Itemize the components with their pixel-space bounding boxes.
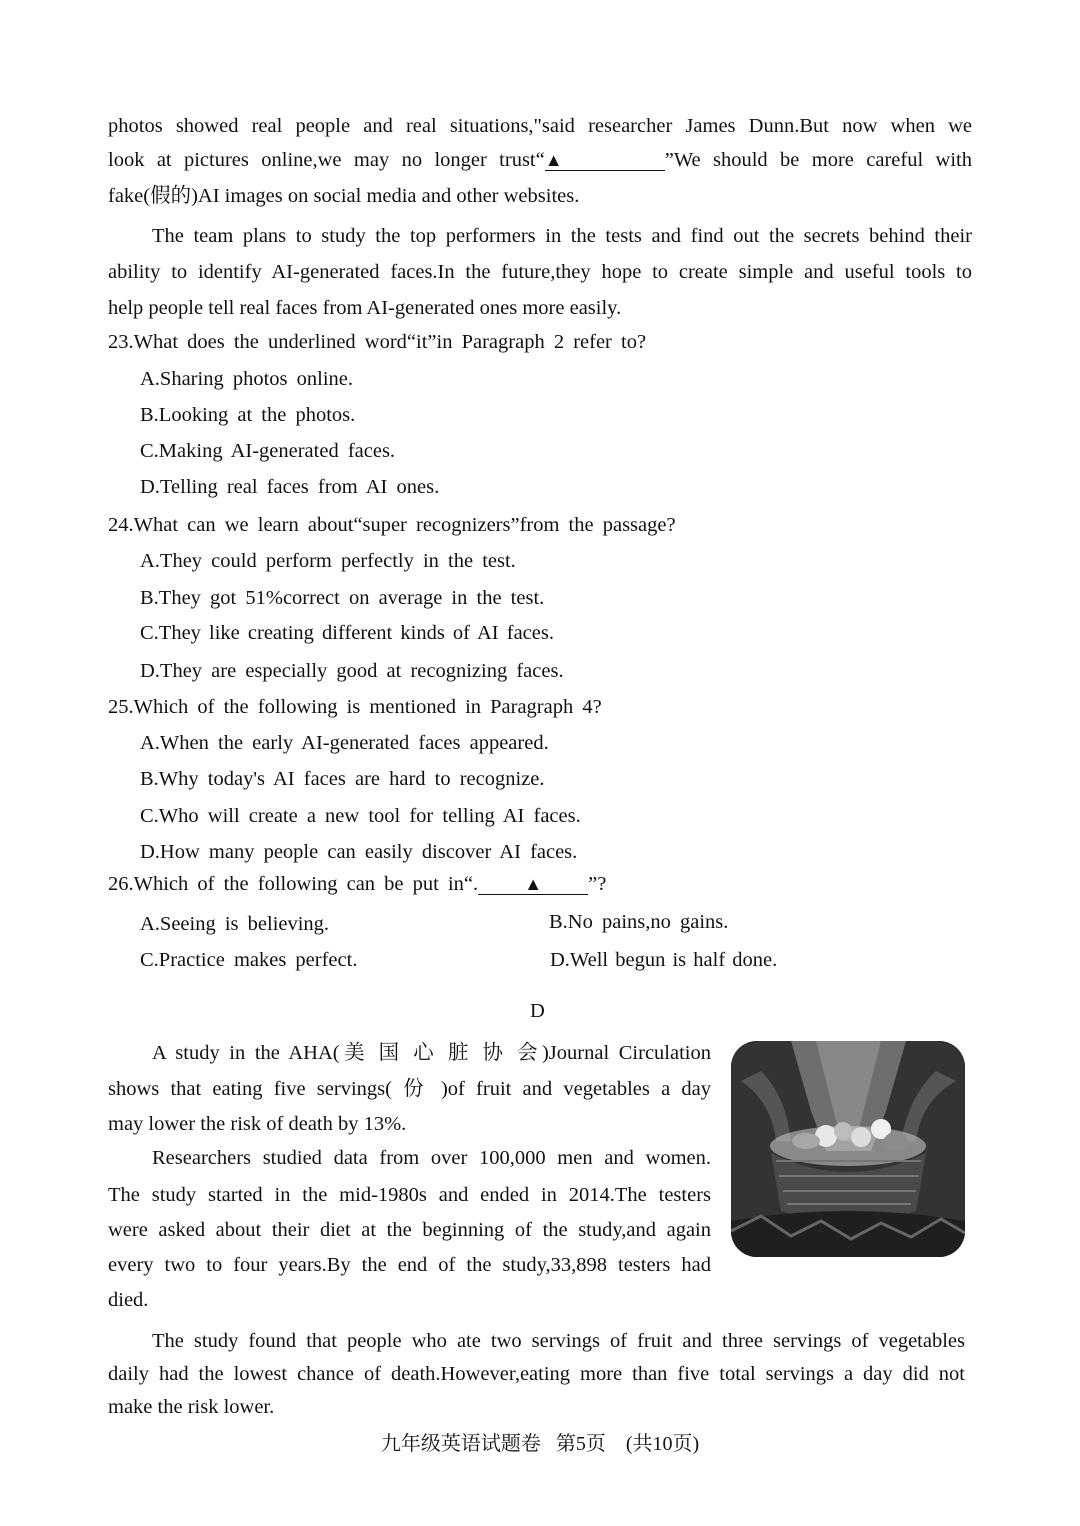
passage-line: help people tell real faces from AI-generated ones more easily. <box>108 297 622 319</box>
answer-option: D.How many people can easily discover AI faces. <box>140 841 578 863</box>
question-stem <box>108 872 606 896</box>
passage-line: make the risk lower. <box>108 1396 275 1418</box>
answer-blank <box>478 874 588 895</box>
passage-line: died. <box>108 1289 149 1311</box>
passage-line: Researchers studied data from over 100,000 men and women. <box>152 1147 711 1169</box>
answer-option: C.Who will create a new tool for telling AI faces. <box>140 805 581 827</box>
passage-line: were asked about their diet at the beginning of the study,and again <box>108 1219 711 1241</box>
answer-option: C.They like creating different kinds of AI faces. <box>140 622 554 644</box>
vegetable-basket-photo <box>731 1041 965 1257</box>
answer-option: D.Telling real faces from AI ones. <box>140 476 440 498</box>
passage-line: daily had the lowest chance of death.However,eating more than five total servings a day did not <box>108 1363 965 1385</box>
question-stem: 23.What does the underlined word“it”in Paragraph 2 refer to? <box>108 331 647 353</box>
passage-line: fake(假的)AI images on social media and other websites. <box>108 185 580 207</box>
answer-option: A.Seeing is believing. <box>140 913 330 935</box>
answer-option: C.Practice makes perfect. <box>140 949 358 971</box>
passage-line: The study started in the mid-1980s and ended in 2014.The testers <box>108 1184 711 1206</box>
question-text: ”? <box>588 873 607 895</box>
answer-option: A.Sharing photos online. <box>140 368 353 390</box>
passage-line: every two to four years.By the end of the study,33,898 testers had <box>108 1254 711 1276</box>
answer-option: B.Why today's AI faces are hard to recognize. <box>140 768 545 790</box>
triangle-icon: ▲ <box>524 874 543 894</box>
answer-option: C.Making AI-generated faces. <box>140 440 396 462</box>
answer-option: A.When the early AI-generated faces appeared. <box>140 732 549 754</box>
question-text: 26.Which of the following can be put in“. <box>108 873 479 895</box>
passage-line-with-blank <box>108 148 972 172</box>
answer-option: D.Well begun is half done. <box>550 949 778 971</box>
passage-text: look at pictures online,we may no longer trust“ <box>108 149 545 171</box>
passage-line: A study in the AHA(美 国 心 脏 协 会)Journal Circulation <box>152 1042 711 1064</box>
page-footer: 九年级英语试题卷 第5页 (共10页) <box>380 1433 700 1455</box>
answer-option: A.They could perform perfectly in the test. <box>140 550 516 572</box>
passage-line: The study found that people who ate two servings of fruit and three servings of vegetables <box>152 1330 965 1352</box>
answer-option: B.They got 51%correct on average in the test. <box>140 587 545 609</box>
passage-text: ”We should be more careful with <box>664 149 972 171</box>
vegetable-basket-illustration <box>731 1041 965 1257</box>
question-stem: 25.Which of the following is mentioned in Paragraph 4? <box>108 696 602 718</box>
question-stem: 24.What can we learn about“super recognizers”from the passage? <box>108 514 676 536</box>
answer-option: B.No pains,no gains. <box>549 911 729 933</box>
passage-line: photos showed real people and real situations,"said researcher James Dunn.But now when we <box>108 115 972 137</box>
passage-line: The team plans to study the top performers in the tests and find out the secrets behind their <box>152 225 972 247</box>
triangle-icon: ▲ <box>544 150 563 170</box>
answer-option: B.Looking at the photos. <box>140 404 356 426</box>
passage-line: shows that eating five servings( 份 )of fruit and vegetables a day <box>108 1078 711 1100</box>
answer-blank <box>545 150 665 171</box>
answer-option: D.They are especially good at recognizing faces. <box>140 660 564 682</box>
section-heading: D <box>530 1000 545 1022</box>
passage-line: ability to identify AI-generated faces.In the future,they hope to create simple and useful tools to <box>108 261 972 283</box>
passage-line: may lower the risk of death by 13%. <box>108 1113 407 1135</box>
